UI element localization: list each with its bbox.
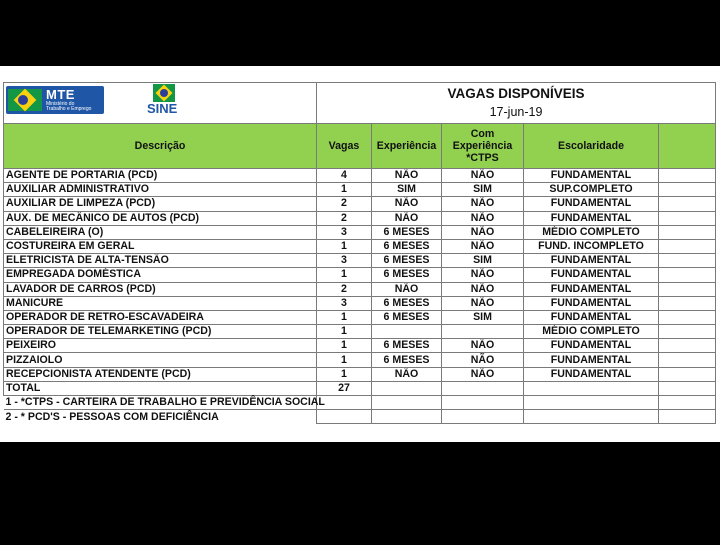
cell-empty	[659, 197, 716, 211]
cell-empty	[659, 410, 716, 424]
cell-escolaridade: FUNDAMENTAL	[524, 197, 659, 211]
cell-vagas: 1	[317, 339, 372, 353]
cell-escolaridade: FUNDAMENTAL	[524, 310, 659, 324]
cell-empty	[442, 396, 524, 410]
report-date: 17-jun-19	[489, 105, 543, 119]
cell-vagas: 2	[317, 282, 372, 296]
page-title: VAGAS DISPONÍVEIS	[447, 86, 585, 101]
cell-empty	[442, 381, 524, 395]
table-row	[4, 225, 716, 239]
cell-vagas: 1	[317, 325, 372, 339]
sine-label: SINE	[147, 101, 178, 116]
cell-descricao: AGENTE DE PORTARIA (PCD)	[4, 169, 317, 183]
cell-descricao: AUX. DE MECÂNICO DE AUTOS (PCD)	[4, 211, 317, 225]
cell-vagas: 3	[317, 225, 372, 239]
table-row	[4, 169, 716, 183]
cell-descricao: PIZZAIOLO	[4, 353, 317, 367]
cell-vagas: 1	[317, 310, 372, 324]
cell-vagas: 2	[317, 197, 372, 211]
cell-vagas: 1	[317, 353, 372, 367]
cell-escolaridade: FUND. INCOMPLETO	[524, 239, 659, 253]
cell-vagas: 3	[317, 254, 372, 268]
cell-experiencia	[372, 325, 442, 339]
header-experiencia: Experiência	[372, 124, 442, 169]
table-row	[4, 339, 716, 353]
mte-label: MTE	[46, 87, 75, 102]
header-com-experiencia: Com Experiência *CTPS	[442, 124, 524, 169]
cell-empty	[659, 239, 716, 253]
cell-empty	[524, 381, 659, 395]
cell-experiencia: 6 MESES	[372, 254, 442, 268]
cell-empty	[442, 410, 524, 424]
cell-descricao: CABELEIREIRA (O)	[4, 225, 317, 239]
cell-empty	[659, 282, 716, 296]
cell-escolaridade: FUNDAMENTAL	[524, 268, 659, 282]
cell-escolaridade: FUNDAMENTAL	[524, 339, 659, 353]
cell-experiencia: 6 MESES	[372, 296, 442, 310]
header-descricao: Descrição	[4, 124, 317, 169]
table-row	[4, 296, 716, 310]
table-row	[4, 367, 716, 381]
cell-com-experiencia: NÃO	[442, 197, 524, 211]
header-vagas: Vagas	[317, 124, 372, 169]
cell-empty	[659, 381, 716, 395]
table-row	[4, 239, 716, 253]
cell-empty	[659, 225, 716, 239]
cell-empty	[317, 410, 372, 424]
cell-empty	[524, 396, 659, 410]
cell-escolaridade: SUP.COMPLETO	[524, 183, 659, 197]
cell-descricao: OPERADOR DE RETRO-ESCAVADEIRA	[4, 310, 317, 324]
total-row	[4, 381, 716, 395]
vacancies-table	[3, 82, 716, 424]
cell-escolaridade: FUNDAMENTAL	[524, 282, 659, 296]
table-row	[4, 254, 716, 268]
cell-empty	[659, 353, 716, 367]
cell-experiencia: 6 MESES	[372, 339, 442, 353]
cell-empty	[372, 410, 442, 424]
cell-vagas: 1	[317, 239, 372, 253]
footnote: 1 - *CTPS - CARTEIRA DE TRABALHO E PREVIDÊNCIA SOCIAL	[5, 396, 325, 409]
header-escolaridade: Escolaridade	[524, 124, 659, 169]
cell-com-experiencia	[442, 325, 524, 339]
cell-escolaridade: MÉDIO COMPLETO	[524, 325, 659, 339]
cell-vagas: 1	[317, 367, 372, 381]
cell-descricao: AUXILIAR ADMINISTRATIVO	[4, 183, 317, 197]
cell-escolaridade: FUNDAMENTAL	[524, 367, 659, 381]
cell-experiencia: NÃO	[372, 211, 442, 225]
cell-empty	[659, 254, 716, 268]
cell-empty	[659, 310, 716, 324]
total-value: 27	[317, 381, 372, 395]
cell-com-experiencia: NÃO	[442, 169, 524, 183]
cell-descricao: COSTUREIRA EM GERAL	[4, 239, 317, 253]
table-row	[4, 211, 716, 225]
job-listing-sheet	[0, 66, 720, 442]
table-row	[4, 353, 716, 367]
logo-cell	[4, 83, 317, 124]
total-label: TOTAL	[4, 381, 317, 395]
cell-experiencia: SIM	[372, 183, 442, 197]
cell-empty	[659, 296, 716, 310]
cell-experiencia: NÃO	[372, 197, 442, 211]
cell-descricao: OPERADOR DE TELEMARKETING (PCD)	[4, 325, 317, 339]
cell-com-experiencia: NÃO	[442, 282, 524, 296]
cell-experiencia: 6 MESES	[372, 268, 442, 282]
cell-escolaridade: FUNDAMENTAL	[524, 254, 659, 268]
title-cell	[317, 83, 716, 124]
cell-com-experiencia: NÃO	[442, 339, 524, 353]
cell-descricao: PEIXEIRO	[4, 339, 317, 353]
cell-escolaridade: FUNDAMENTAL	[524, 296, 659, 310]
cell-empty	[524, 410, 659, 424]
cell-empty	[659, 183, 716, 197]
cell-com-experiencia: SIM	[442, 254, 524, 268]
sine-flag-icon	[153, 84, 175, 102]
cell-descricao: ELETRICISTA DE ALTA-TENSÃO	[4, 254, 317, 268]
table-row	[4, 197, 716, 211]
cell-experiencia: 6 MESES	[372, 353, 442, 367]
cell-escolaridade: FUNDAMENTAL	[524, 169, 659, 183]
cell-escolaridade: FUNDAMENTAL	[524, 353, 659, 367]
cell-descricao: MANICURE	[4, 296, 317, 310]
cell-empty	[372, 381, 442, 395]
footnote: 2 - * PCD'S - PESSOAS COM DEFICIÊNCIA	[4, 410, 317, 424]
cell-com-experiencia: NÃO	[442, 211, 524, 225]
cell-empty	[372, 396, 442, 410]
cell-com-experiencia: NÃO	[442, 353, 524, 367]
table-row	[4, 183, 716, 197]
cell-descricao: RECEPCIONISTA ATENDENTE (PCD)	[4, 367, 317, 381]
brazil-flag-icon	[8, 89, 42, 111]
cell-com-experiencia: NÃO	[442, 367, 524, 381]
cell-com-experiencia: SIM	[442, 183, 524, 197]
cell-com-experiencia: NÃO	[442, 225, 524, 239]
cell-descricao: AUXILIAR DE LIMPEZA (PCD)	[4, 197, 317, 211]
cell-empty	[659, 367, 716, 381]
cell-escolaridade: MÉDIO COMPLETO	[524, 225, 659, 239]
cell-com-experiencia: SIM	[442, 310, 524, 324]
cell-experiencia: NÃO	[372, 282, 442, 296]
cell-experiencia: 6 MESES	[372, 225, 442, 239]
table-row	[4, 268, 716, 282]
note-row	[4, 396, 716, 410]
cell-empty	[659, 211, 716, 225]
cell-empty	[659, 396, 716, 410]
cell-com-experiencia: NÃO	[442, 239, 524, 253]
cell-vagas: 4	[317, 169, 372, 183]
cell-empty	[659, 339, 716, 353]
cell-vagas: 1	[317, 183, 372, 197]
cell-vagas: 2	[317, 211, 372, 225]
mte-subtitle: Ministério do Trabalho e Emprego	[46, 101, 92, 112]
cell-experiencia: 6 MESES	[372, 310, 442, 324]
cell-empty	[659, 268, 716, 282]
cell-empty	[659, 325, 716, 339]
note-row	[4, 410, 716, 424]
sine-logo	[144, 84, 186, 118]
cell-com-experiencia: NÃO	[442, 268, 524, 282]
cell-experiencia: NÃO	[372, 367, 442, 381]
mte-logo	[6, 86, 104, 114]
cell-descricao: LAVADOR DE CARROS (PCD)	[4, 282, 317, 296]
table-row	[4, 310, 716, 324]
cell-vagas: 3	[317, 296, 372, 310]
cell-com-experiencia: NÃO	[442, 296, 524, 310]
cell-escolaridade: FUNDAMENTAL	[524, 211, 659, 225]
header-empty	[659, 124, 716, 169]
table-row	[4, 325, 716, 339]
cell-empty	[659, 169, 716, 183]
cell-descricao: EMPREGADA DOMÉSTICA	[4, 268, 317, 282]
cell-experiencia: NÃO	[372, 169, 442, 183]
cell-vagas: 1	[317, 268, 372, 282]
table-row	[4, 282, 716, 296]
cell-experiencia: 6 MESES	[372, 239, 442, 253]
